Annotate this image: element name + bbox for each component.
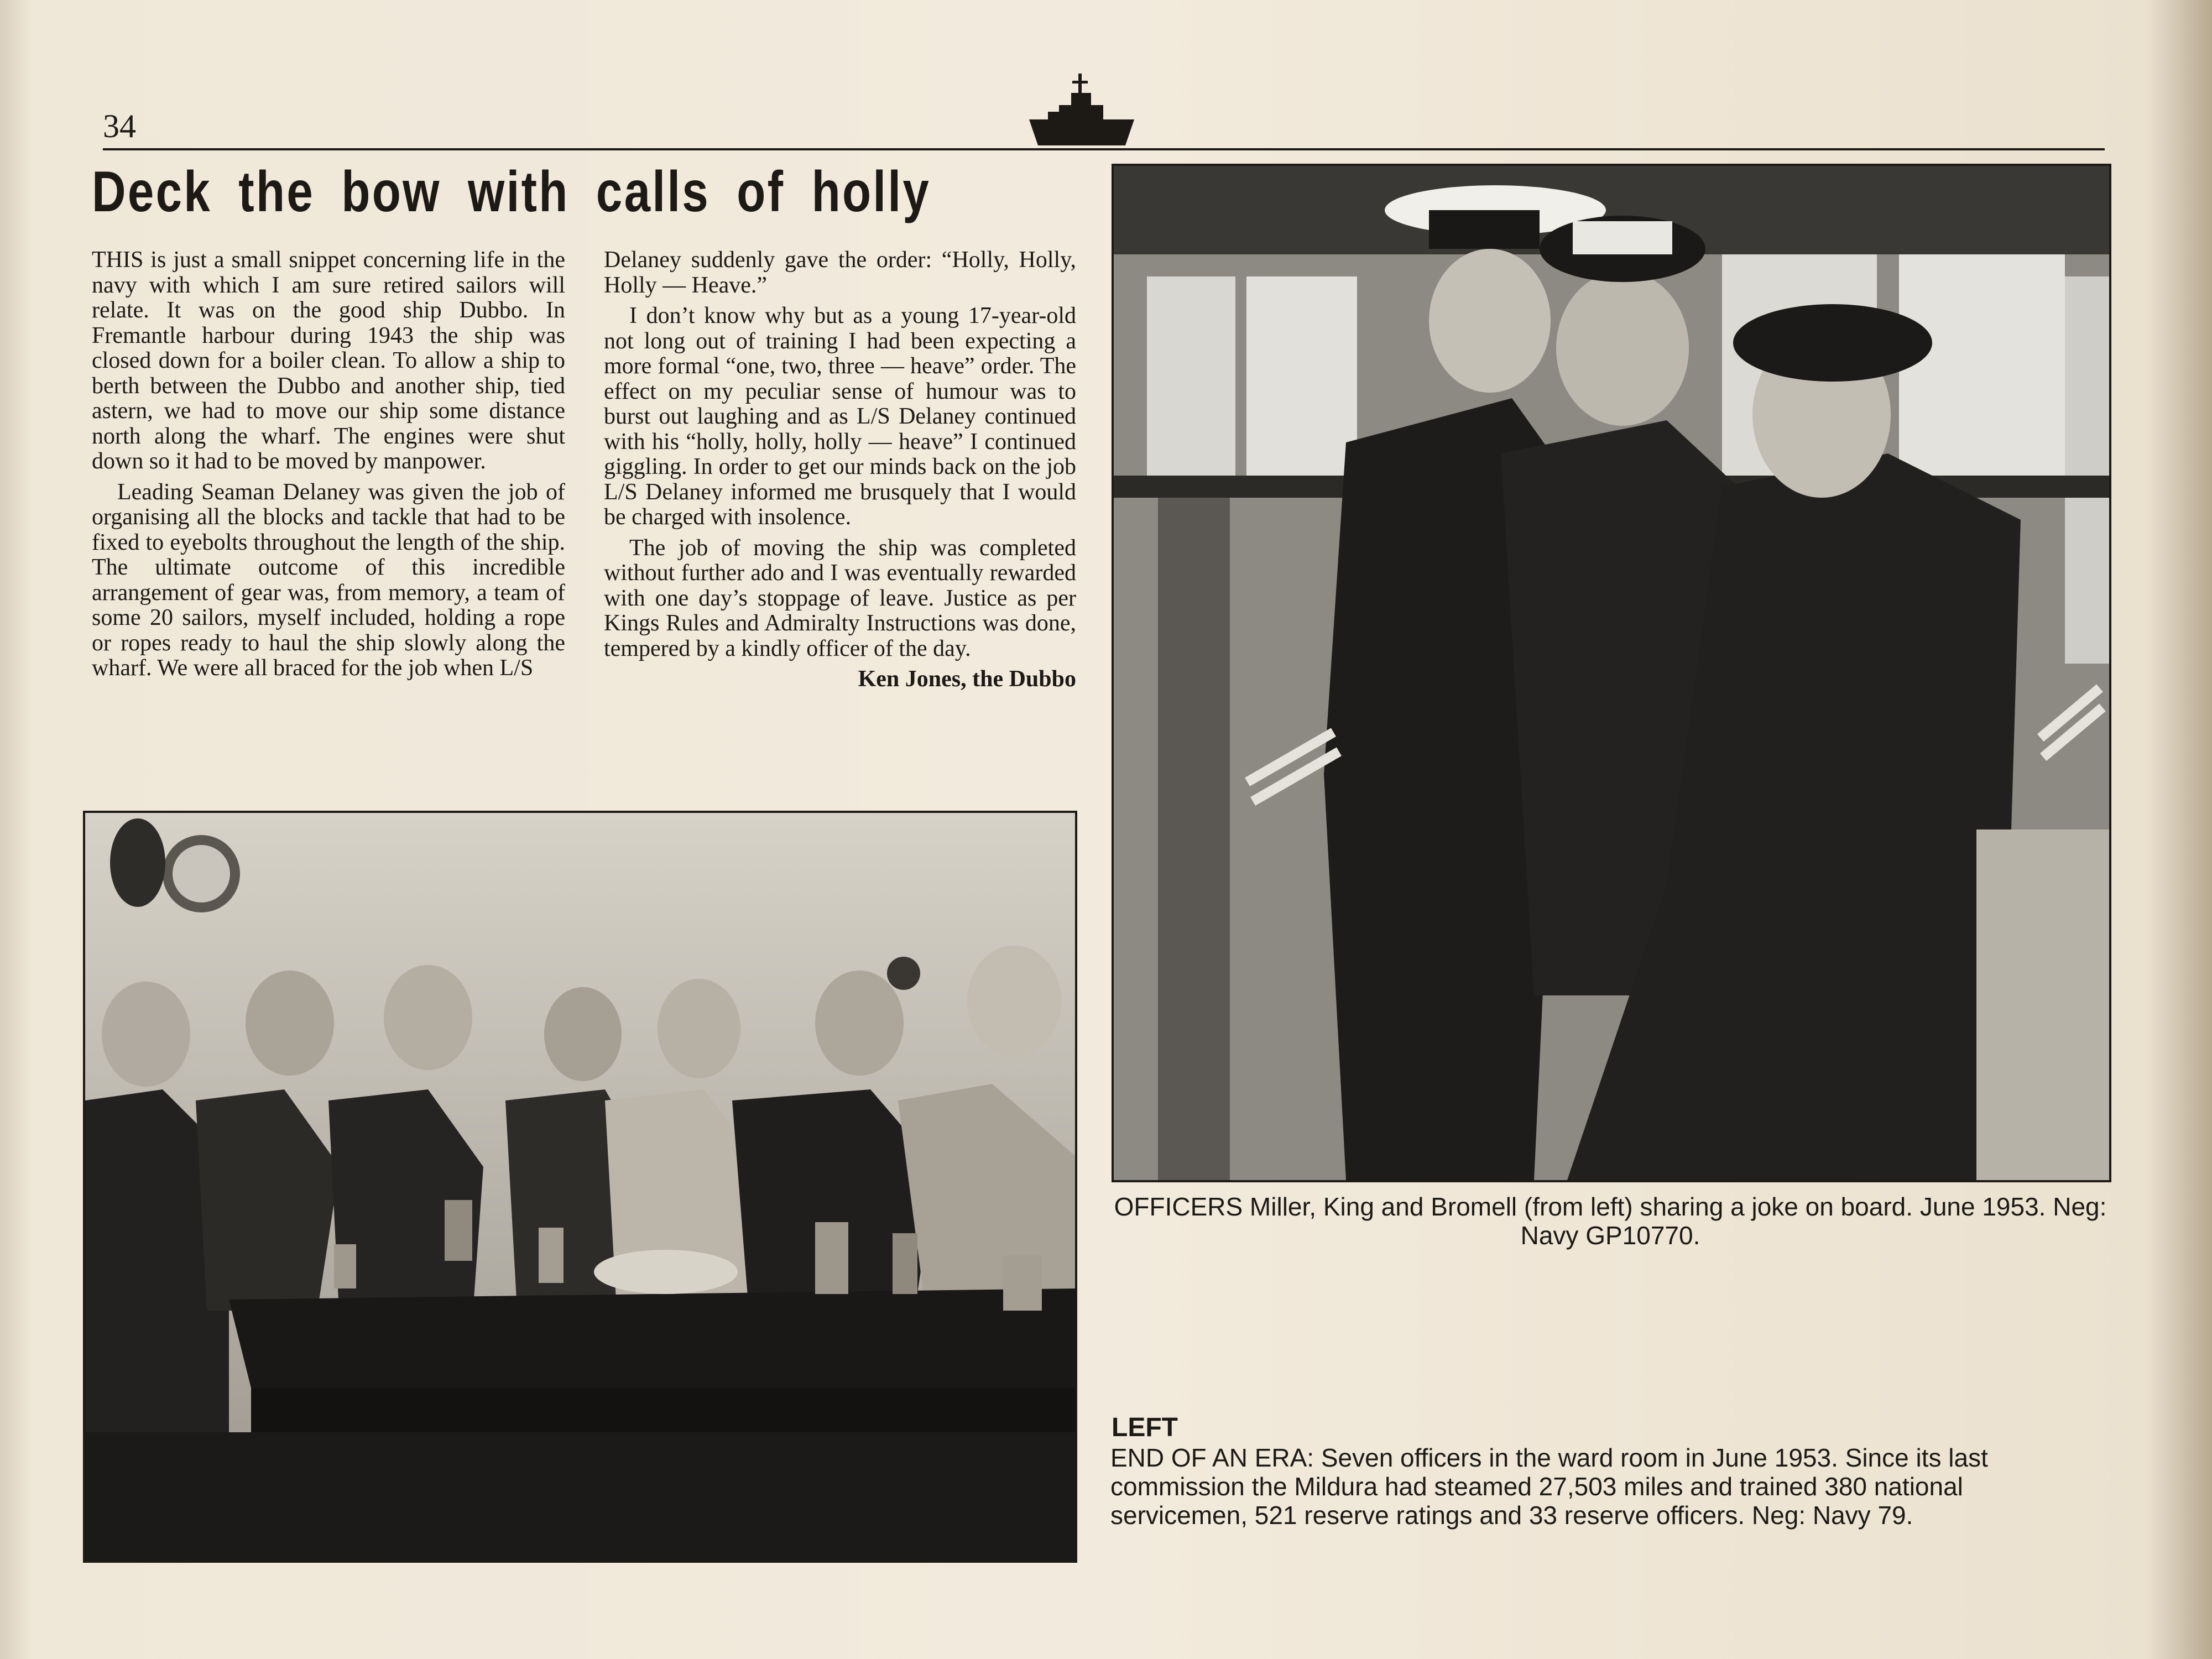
header-rule (103, 148, 2105, 150)
article-byline: Ken Jones, the Dubbo (858, 666, 1076, 692)
officers-photo-image (1114, 166, 2109, 1180)
article-column-2 (604, 248, 1076, 698)
paragraph: Delaney suddenly gave the order: “Holly, Holly, Holly — Heave.” (604, 247, 1076, 298)
ward-room-photo-image (85, 813, 1075, 1561)
ward-room-photo-caption: END OF AN ERA: Seven officers in the ward room in June 1953. Since its last commission the Mildura had steamed 27,503 miles and trained 380 national servicemen, 521 reserve ratings and 33 reserve officers. Neg: Navy 79. (1110, 1443, 1988, 1530)
officers-photo (1112, 164, 2111, 1182)
paragraph: The job of moving the ship was completed without further ado and I was eventually rewarded with one day’s stoppage of leave. Justice as per Kings Rules and Admiralty Instructions was done, tempered by a kindly officer of the day. (604, 535, 1076, 661)
page-number: 34 (103, 108, 136, 144)
officers-photo-caption: OFFICERS Miller, King and Bromell (from left) sharing a joke on board. June 1953. Neg: Navy GP10770. (1114, 1192, 2107, 1250)
article-headline: Deck the bow with calls of holly (92, 160, 931, 224)
ward-room-photo (83, 811, 1077, 1563)
left-caption-heading: LEFT (1112, 1413, 1178, 1442)
article-column-1 (92, 248, 565, 687)
paragraph: Leading Seaman Delaney was given the job of organising all the blocks and tackle that had to be fixed to eyebolts throughout the length of the ship. The ultimate outcome of this incredible arrangement of gear was, from memory, a team of some 20 sailors, myself included, holding a rope or ropes ready to haul the ship slowly along the wharf. We were all braced for the job when L/S (92, 479, 565, 681)
paragraph: I don’t know why but as a young 17-year-old not long out of training I had been expecting a more formal “one, two, three — heave” order. The effect on my peculiar sense of humour was to burst out laughing and as L/S Delaney continued with his “holly, holly, holly — heave” I continued giggling. In order to get our minds back on the job L/S Delaney informed me brusquely that I would be charged with insolence. (604, 303, 1076, 530)
ship-icon (1026, 71, 1136, 151)
paragraph: THIS is just a small snippet concerning life in the navy with which I am sure retired sailors will relate. It was on the good ship Dubbo. In Fremantle harbour during 1943 the ship was closed down for a boiler clean. To allow a ship to berth between the Dubbo and another ship, tied astern, we had to move our ship some distance north along the wharf. The engines were shut down so it had to be moved by manpower. (92, 247, 565, 474)
